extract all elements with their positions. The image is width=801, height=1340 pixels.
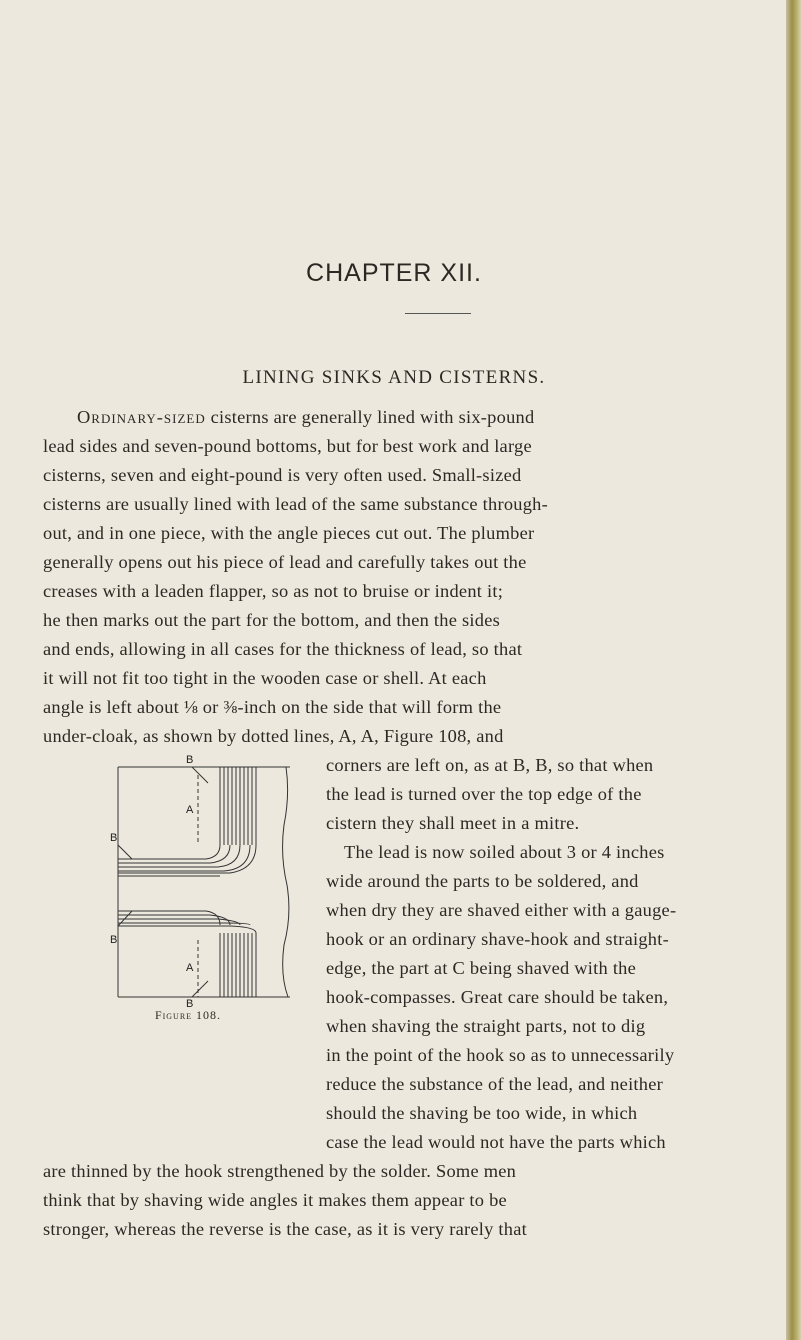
chapter-title: CHAPTER XII. [306, 259, 482, 287]
wrap-line: when shaving the straight parts, not to dig [326, 1016, 646, 1036]
paragraph-line: lead sides and seven-pound bottoms, but for best work and large [43, 436, 532, 456]
wrap-line: The lead is now soiled about 3 or 4 inches [344, 842, 665, 862]
paragraph-line: stronger, whereas the reverse is the case, as it is very rarely that [43, 1219, 528, 1239]
lead-in-words: Ordinary-sized [77, 407, 206, 427]
label-a-bottom: A [186, 962, 194, 974]
wrap-line: when dry they are shaved either with a gauge- [326, 900, 677, 920]
upper-corner-curves [118, 845, 256, 873]
wrap-line: in the point of the hook so as to unnecessarily [326, 1045, 675, 1065]
paragraph-line: he then marks out the part for the bottom, and then the sides [43, 610, 501, 630]
wrap-line: edge, the part at C being shaved with the [326, 958, 637, 978]
paragraph-line: under-cloak, as shown by dotted lines, A, A, Figure 108, and [43, 726, 504, 746]
lower-hatch [220, 933, 256, 997]
wrap-line: cistern they shall meet in a mitre. [326, 813, 580, 833]
paragraph-line: are thinned by the hook strengthened by the solder. Some men [43, 1161, 517, 1181]
upper-hatch [220, 767, 256, 845]
corner-mark [192, 981, 208, 997]
lead-in-rest: cisterns are generally lined with six-pound [205, 407, 535, 427]
section-title: LINING SINKS AND CISTERNS. [242, 367, 546, 388]
wrap-line: the lead is turned over the top edge of the [326, 784, 642, 804]
wrap-line: hook or an ordinary shave-hook and straight- [326, 929, 669, 949]
paragraph-line: angle is left about ⅛ or ⅜-inch on the side that will form the [43, 697, 502, 717]
corner-mark [192, 767, 208, 783]
label-b-left-bottom: B [110, 934, 118, 946]
paragraph-line: think that by shaving wide angles it makes them appear to be [43, 1190, 507, 1210]
paragraph-line [77, 407, 534, 428]
paragraph-line: cisterns are usually lined with lead of the same substance through- [43, 494, 548, 514]
label-b-bottom: B [186, 998, 194, 1010]
wrap-line: case the lead would not have the parts which [326, 1132, 666, 1152]
paragraph-line: out, and in one piece, with the angle pieces cut out. The plumber [43, 523, 535, 543]
wrap-line: should the shaving be too wide, in which [326, 1103, 638, 1123]
label-b-left-top: B [110, 832, 118, 844]
page-edge [786, 0, 801, 1340]
label-b-top: B [186, 754, 194, 766]
figure-108-diagram [110, 745, 290, 1011]
paragraph-line: creases with a leaden flapper, so as not to bruise or indent it; [43, 581, 504, 601]
corner-mark [118, 845, 132, 859]
wrap-line: wide around the parts to be soldered, and [326, 871, 639, 891]
wrap-line: reduce the substance of the lead, and neither [326, 1074, 664, 1094]
paragraph-line: generally opens out his piece of lead and carefully takes out the [43, 552, 527, 572]
wrap-line: hook-compasses. Great care should be taken, [326, 987, 669, 1007]
title-divider [405, 313, 471, 314]
paragraph-line: and ends, allowing in all cases for the thickness of lead, so that [43, 639, 523, 659]
figure-caption: Figure 108. [154, 1008, 222, 1022]
paragraph-line: it will not fit too tight in the wooden case or shell. At each [43, 668, 487, 688]
lower-corner-curves [118, 911, 256, 933]
label-a-top: A [186, 804, 194, 816]
wrap-line: corners are left on, as at B, B, so that when [326, 755, 654, 775]
frame-curve [283, 767, 289, 997]
paragraph-line: cisterns, seven and eight-pound is very often used. Small-sized [43, 465, 522, 485]
